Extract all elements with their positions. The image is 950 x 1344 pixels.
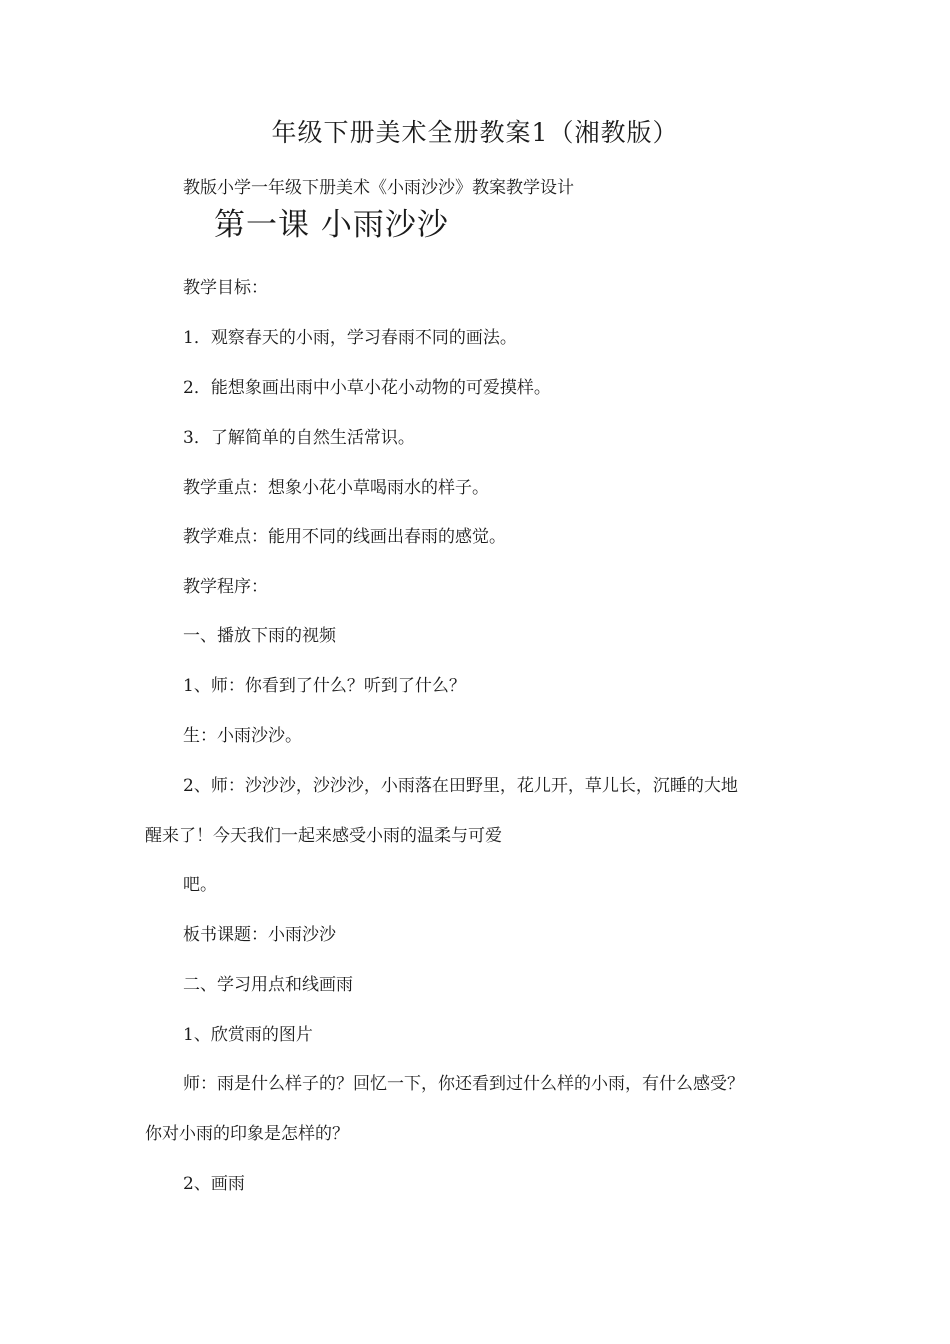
- document-title: 年级下册美术全册教案1（湘教版）: [271, 118, 679, 147]
- paragraph: 1、师：你看到了什么？听到了什么？: [183, 676, 466, 696]
- lesson-heading: 第一课 小雨沙沙: [214, 207, 449, 243]
- paragraph: 板书课题：小雨沙沙: [183, 925, 336, 945]
- paragraph: 醒来了！今天我们一起来感受小雨的温柔与可爱: [145, 826, 502, 846]
- paragraph: 一、播放下雨的视频: [183, 626, 336, 646]
- paragraph: 吧。: [183, 875, 217, 895]
- paragraph: 教学程序：: [183, 577, 268, 597]
- paragraph: 生：小雨沙沙。: [183, 726, 302, 746]
- paragraph: 2．能想象画出雨中小草小花小动物的可爱摸样。: [183, 378, 551, 398]
- paragraph: 你对小雨的印象是怎样的？: [145, 1124, 349, 1144]
- paragraph: 教学目标：: [183, 278, 268, 298]
- paragraph: 3．了解简单的自然生活常识。: [183, 428, 415, 448]
- paragraph: 2、画雨: [183, 1174, 245, 1194]
- paragraph: 2、师：沙沙沙，沙沙沙，小雨落在田野里，花儿开，草儿长，沉睡的大地: [183, 776, 738, 796]
- paragraph: 二、学习用点和线画雨: [183, 975, 353, 995]
- paragraph: 教学难点：能用不同的线画出春雨的感觉。: [183, 527, 506, 547]
- paragraph: 教学重点：想象小花小草喝雨水的样子。: [183, 478, 489, 498]
- paragraph: 师：雨是什么样子的？回忆一下，你还看到过什么样的小雨，有什么感受？: [183, 1074, 744, 1094]
- paragraph: 1．观察春天的小雨，学习春雨不同的画法。: [183, 328, 517, 348]
- paragraph: 1、欣赏雨的图片: [183, 1025, 313, 1045]
- document-subtitle: 教版小学一年级下册美术《小雨沙沙》教案教学设计: [183, 178, 574, 198]
